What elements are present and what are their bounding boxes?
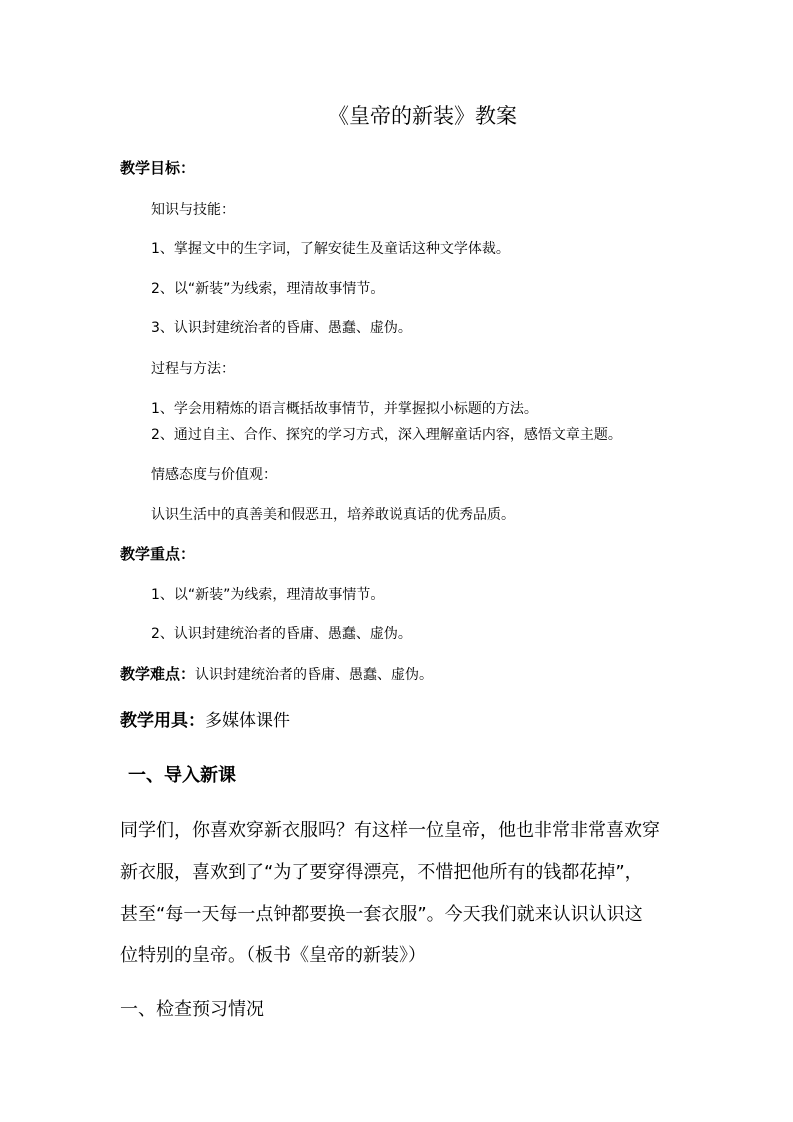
paragraph-line: 甚至“每一天每一点钟都要换一套衣服”。今天我们就来认识认识这 bbox=[120, 904, 643, 925]
tools-text: 多媒体课件 bbox=[205, 711, 290, 731]
tools-line bbox=[120, 713, 290, 730]
process-item: 2、通过自主、合作、探究的学习方式，深入理解童话内容，感悟文章主题。 bbox=[151, 427, 622, 443]
key-point-item: 2、认识封建统治者的昏庸、愚蠢、虚伪。 bbox=[151, 626, 412, 642]
paragraph-line: 新衣服，喜欢到了“为了要穿得漂亮，不惜把他所有的钱都花掉”， bbox=[120, 862, 643, 883]
knowledge-item: 1、掌握文中的生字词，了解安徒生及童话这种文学体裁。 bbox=[151, 241, 510, 257]
knowledge-heading: 知识与技能： bbox=[151, 202, 235, 218]
paragraph-line: 同学们，你喜欢穿新衣服吗？有这样一位皇帝，他也非常非常喜欢穿 bbox=[120, 820, 660, 841]
process-item: 1、学会用精炼的语言概括故事情节，并掌握拟小标题的方法。 bbox=[151, 401, 538, 417]
knowledge-item: 3、认识封建统治者的昏庸、愚蠢、虚伪。 bbox=[151, 320, 412, 336]
emotion-text: 认识生活中的真善美和假恶丑，培养敢说真话的优秀品质。 bbox=[151, 507, 515, 523]
process-heading: 过程与方法： bbox=[151, 361, 235, 377]
section-heading: 一、检查预习情况 bbox=[120, 999, 264, 1020]
difficulty-line bbox=[120, 667, 433, 682]
emotion-heading: 情感态度与价值观： bbox=[151, 467, 277, 483]
section-heading: 一、导入新课 bbox=[128, 765, 236, 786]
objectives-heading: 教学目标： bbox=[120, 159, 196, 177]
tools-label: 教学用具： bbox=[120, 711, 205, 731]
knowledge-item: 2、以“新装”为线索，理清故事情节。 bbox=[151, 281, 385, 297]
key-point-item: 1、以“新装”为线索，理清故事情节。 bbox=[151, 587, 385, 603]
difficulty-label: 教学难点： bbox=[120, 665, 196, 683]
paragraph-line: 位特别的皇帝。（板书《皇帝的新装》） bbox=[120, 945, 426, 966]
key-points-heading: 教学重点： bbox=[120, 545, 196, 563]
page-title: 《皇帝的新装》教案 bbox=[328, 104, 517, 128]
difficulty-text: 认识封建统治者的昏庸、愚蠢、虚伪。 bbox=[195, 667, 434, 683]
